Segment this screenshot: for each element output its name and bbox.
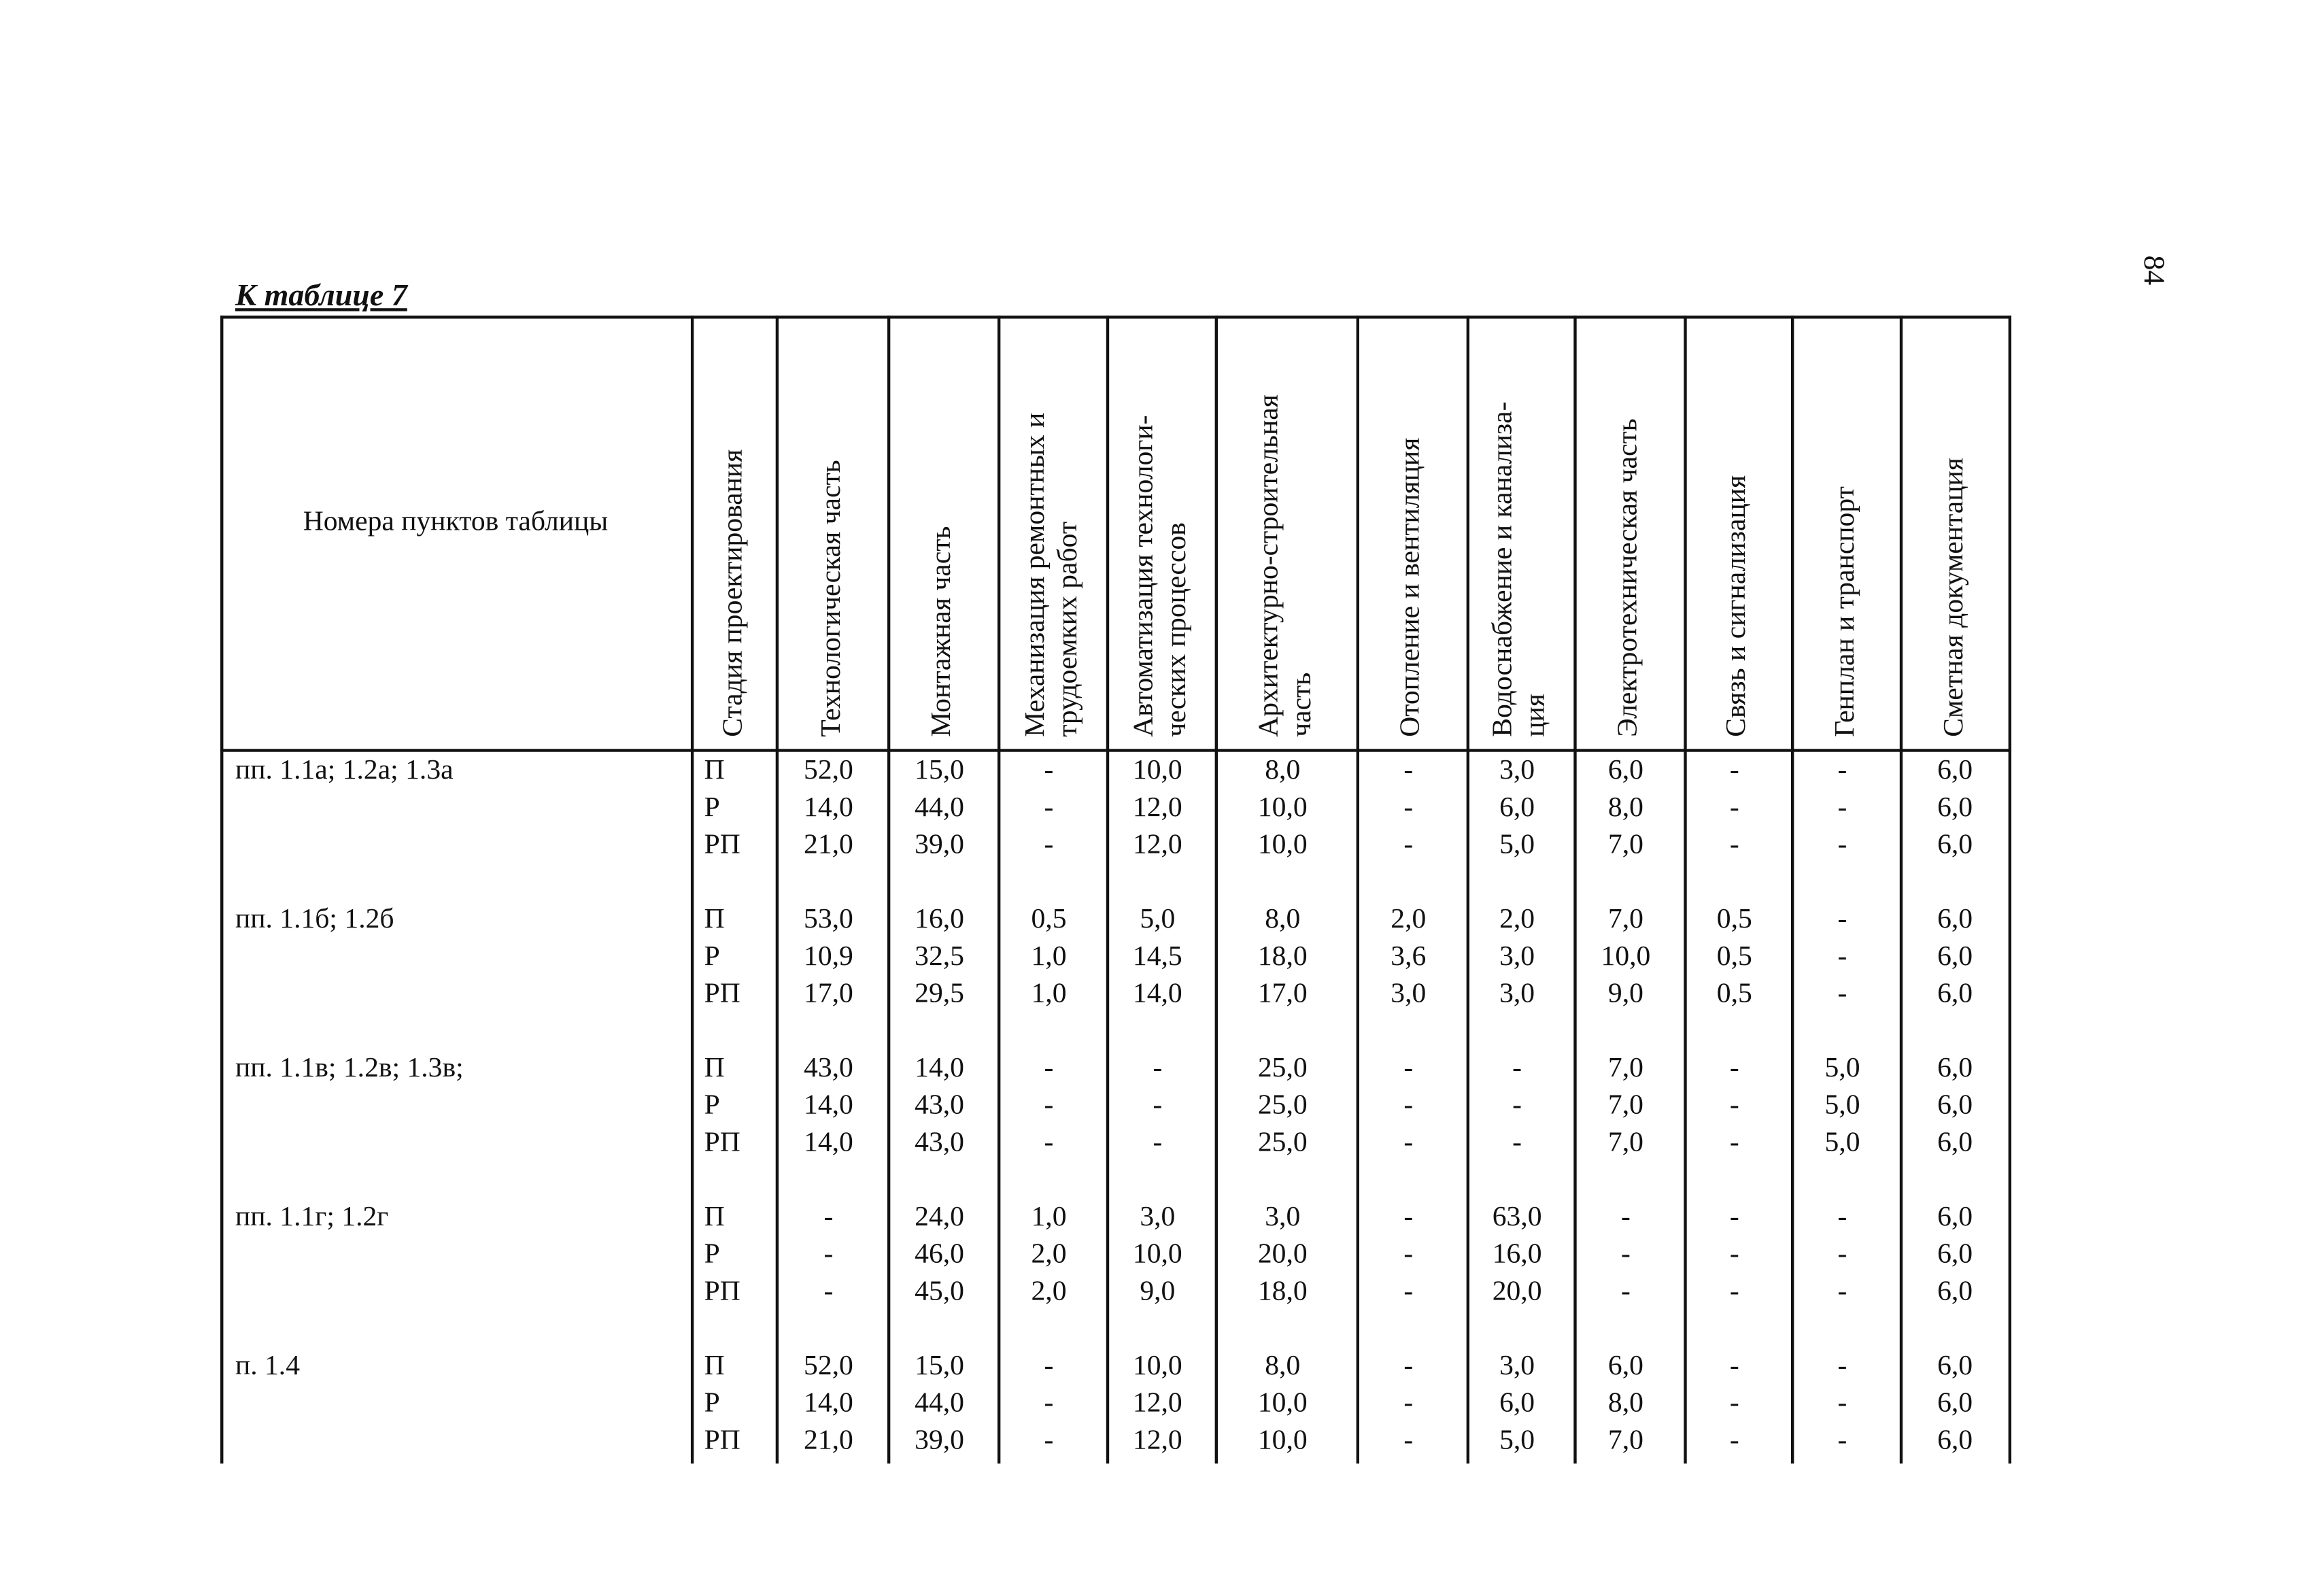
value-cell: - — [1403, 1425, 1414, 1457]
header-label-line: Водоснабжение и канализа- — [1487, 401, 1519, 737]
value-cell: - — [1153, 1052, 1163, 1084]
value-cell: - — [1044, 829, 1054, 861]
stage-cell: РП — [704, 829, 740, 861]
value-cell: - — [1729, 1238, 1739, 1270]
value-cell: 32,5 — [915, 940, 964, 972]
value-cell: - — [1153, 1089, 1163, 1121]
value-cell: - — [1729, 1276, 1739, 1308]
value-cell: 44,0 — [915, 792, 964, 824]
value-cell: - — [1837, 1350, 1847, 1382]
value-cell: 2,0 — [1391, 904, 1427, 936]
value-cell: 10,0 — [1601, 940, 1651, 972]
stage-cell: П — [704, 755, 725, 787]
table-caption: К таблице 7 — [235, 277, 407, 313]
header-cell — [1467, 316, 1574, 749]
value-cell: 15,0 — [915, 755, 964, 787]
stage-cell: Р — [704, 792, 720, 824]
value-cell: 3,0 — [1265, 1201, 1301, 1233]
value-cell: - — [1729, 1350, 1739, 1382]
value-cell: 45,0 — [915, 1276, 964, 1308]
header-cell — [1215, 316, 1357, 749]
header-label-line: Монтажная часть — [925, 526, 957, 737]
value-cell: - — [823, 1276, 834, 1308]
stage-cell: Р — [704, 1238, 720, 1270]
value-cell: 43,0 — [915, 1127, 964, 1159]
value-cell: - — [1512, 1089, 1522, 1121]
value-cell: 5,0 — [1824, 1089, 1860, 1121]
value-cell: - — [1403, 829, 1414, 861]
value-cell: - — [1044, 1089, 1054, 1121]
header-label — [1612, 418, 1645, 736]
stage-cell: Р — [704, 1387, 720, 1419]
value-cell: 7,0 — [1607, 1052, 1643, 1084]
value-cell: - — [1153, 1127, 1163, 1159]
stage-cell: Р — [704, 940, 720, 972]
value-cell: 6,0 — [1607, 1350, 1643, 1382]
value-cell: 6,0 — [1937, 792, 1973, 824]
value-cell: 29,5 — [915, 978, 964, 1010]
value-cell: - — [1837, 1238, 1847, 1270]
value-cell: 0,5 — [1716, 978, 1752, 1010]
value-cell: - — [1837, 829, 1847, 861]
value-cell: 14,0 — [804, 792, 853, 824]
value-cell: 1,0 — [1031, 1201, 1067, 1233]
value-cell: 6,0 — [1937, 755, 1973, 787]
value-cell: 7,0 — [1607, 1089, 1643, 1121]
value-cell: 5,0 — [1499, 829, 1535, 861]
value-cell: 12,0 — [1132, 792, 1182, 824]
value-cell: - — [1044, 792, 1054, 824]
stage-cell: П — [704, 904, 725, 936]
header-cell — [1573, 316, 1684, 749]
header-label — [1721, 475, 1754, 737]
value-cell: - — [1837, 904, 1847, 936]
header-label-line: Отопление и вентиляция — [1395, 437, 1427, 737]
value-cell: 21,0 — [804, 829, 853, 861]
value-cell: 39,0 — [915, 1425, 964, 1457]
value-cell: - — [1403, 1387, 1414, 1419]
value-cell: 20,0 — [1492, 1276, 1542, 1308]
value-cell: 16,0 — [1492, 1238, 1542, 1270]
value-cell: 3,0 — [1391, 978, 1427, 1010]
value-cell: 10,0 — [1257, 792, 1308, 824]
value-cell: - — [1729, 792, 1739, 824]
value-cell: 0,5 — [1031, 904, 1067, 936]
value-cell: 6,0 — [1937, 1238, 1973, 1270]
value-cell: - — [1403, 1052, 1414, 1084]
value-cell: 6,0 — [1937, 1127, 1973, 1159]
value-cell: 8,0 — [1607, 1387, 1643, 1419]
header-label-line: Связь и сигнализация — [1721, 475, 1753, 737]
value-cell: 8,0 — [1265, 904, 1301, 936]
stage-cell: РП — [704, 1425, 740, 1457]
header-label — [1487, 401, 1552, 736]
value-cell: 17,0 — [804, 978, 853, 1010]
value-cell: - — [1837, 940, 1847, 972]
value-cell: 5,0 — [1140, 904, 1176, 936]
value-cell: 63,0 — [1492, 1201, 1542, 1233]
header-cell — [691, 316, 776, 749]
value-cell: 12,0 — [1132, 1387, 1182, 1419]
row-group-label: п. 1.4 — [235, 1350, 301, 1382]
header-label-line: Сметная документация — [1938, 458, 1970, 737]
value-cell: - — [1729, 829, 1739, 861]
value-cell: 6,0 — [1607, 755, 1643, 787]
header-cell — [1106, 316, 1215, 749]
value-cell: 10,0 — [1257, 1425, 1308, 1457]
value-cell: - — [1620, 1201, 1631, 1233]
stage-cell: РП — [704, 1127, 740, 1159]
header-cell — [1900, 316, 2009, 749]
value-cell: 12,0 — [1132, 1425, 1182, 1457]
value-cell: - — [1837, 978, 1847, 1010]
header-label-line: часть — [1286, 672, 1318, 737]
header-label — [1830, 486, 1862, 737]
value-cell: - — [1044, 1052, 1054, 1084]
header-label — [1020, 413, 1085, 737]
value-cell: - — [1837, 1425, 1847, 1457]
row-group-label: пп. 1.1б; 1.2б — [235, 904, 394, 936]
value-cell: 3,0 — [1499, 978, 1535, 1010]
value-cell: 12,0 — [1132, 829, 1182, 861]
stage-cell: П — [704, 1350, 725, 1382]
value-cell: 52,0 — [804, 755, 853, 787]
value-cell: 17,0 — [1257, 978, 1308, 1010]
row-group-label: пп. 1.1в; 1.2в; 1.3в; — [235, 1052, 464, 1084]
value-cell: 6,0 — [1937, 1052, 1973, 1084]
value-cell: 5,0 — [1499, 1425, 1535, 1457]
header-label-line: трудоемких работ — [1052, 521, 1084, 737]
value-cell: 14,0 — [804, 1387, 853, 1419]
value-cell: - — [1403, 1276, 1414, 1308]
header-label-line: Архитектурно-строительная — [1253, 394, 1285, 737]
header-label — [1254, 394, 1319, 737]
value-cell: 43,0 — [915, 1089, 964, 1121]
value-cell: 14,0 — [1132, 978, 1182, 1010]
header-cell — [1791, 316, 1900, 749]
value-cell: - — [1729, 1052, 1739, 1084]
column-rule — [2009, 316, 2011, 1463]
value-cell: - — [1837, 792, 1847, 824]
value-cell: 21,0 — [804, 1425, 853, 1457]
value-cell: - — [1044, 1387, 1054, 1419]
value-cell: 10,0 — [1132, 1350, 1182, 1382]
value-cell: 25,0 — [1257, 1127, 1308, 1159]
value-cell: - — [1512, 1052, 1522, 1084]
value-cell: 14,0 — [804, 1089, 853, 1121]
value-cell: 9,0 — [1607, 978, 1643, 1010]
value-cell: - — [823, 1238, 834, 1270]
header-label-line: Стадия проектирования — [717, 449, 749, 737]
value-cell: 10,0 — [1257, 1387, 1308, 1419]
value-cell: 44,0 — [915, 1387, 964, 1419]
value-cell: 6,0 — [1937, 829, 1973, 861]
header-label-line: Механизация ремонтных и — [1019, 412, 1051, 737]
value-cell: 14,0 — [804, 1127, 853, 1159]
value-cell: 6,0 — [1499, 1387, 1535, 1419]
value-cell: 6,0 — [1937, 1350, 1973, 1382]
value-cell: - — [1403, 1350, 1414, 1382]
value-cell: 20,0 — [1257, 1238, 1308, 1270]
value-cell: - — [1403, 755, 1414, 787]
header-label-line: ческих процессов — [1161, 522, 1193, 737]
value-cell: 6,0 — [1937, 904, 1973, 936]
value-cell: - — [823, 1201, 834, 1233]
header-label-line: Генплан и транспорт — [1829, 486, 1861, 737]
value-cell: 10,0 — [1132, 755, 1182, 787]
value-cell: 1,0 — [1031, 978, 1067, 1010]
value-cell: - — [1044, 1350, 1054, 1382]
header-label-line: Электротехническая часть — [1612, 418, 1644, 737]
value-cell: 1,0 — [1031, 940, 1067, 972]
value-cell: - — [1729, 1201, 1739, 1233]
value-cell: 10,0 — [1257, 829, 1308, 861]
value-cell: - — [1837, 1387, 1847, 1419]
value-cell: 10,9 — [804, 940, 853, 972]
value-cell: 2,0 — [1499, 904, 1535, 936]
header-label-line: ция — [1520, 694, 1552, 737]
header-cell — [776, 316, 887, 749]
header-label — [1129, 415, 1194, 737]
value-cell: - — [1837, 1201, 1847, 1233]
value-cell: - — [1837, 755, 1847, 787]
value-cell: 8,0 — [1265, 1350, 1301, 1382]
row-group-label: пп. 1.1а; 1.2а; 1.3а — [235, 755, 454, 787]
value-cell: 3,6 — [1391, 940, 1427, 972]
value-cell: 43,0 — [804, 1052, 853, 1084]
value-cell: 0,5 — [1716, 904, 1752, 936]
value-cell: 6,0 — [1937, 1276, 1973, 1308]
value-cell: - — [1044, 1425, 1054, 1457]
value-cell: 6,0 — [1937, 1387, 1973, 1419]
value-cell: 7,0 — [1607, 1127, 1643, 1159]
value-cell: 2,0 — [1031, 1276, 1067, 1308]
column-rule — [220, 316, 223, 1463]
value-cell: 3,0 — [1140, 1201, 1176, 1233]
value-cell: 2,0 — [1031, 1238, 1067, 1270]
header-cell — [1357, 316, 1467, 749]
row-group-label: пп. 1.1г; 1.2г — [235, 1201, 389, 1233]
value-cell: - — [1403, 1238, 1414, 1270]
value-cell: - — [1729, 1387, 1739, 1419]
value-cell: 9,0 — [1140, 1276, 1176, 1308]
value-cell: 3,0 — [1499, 940, 1535, 972]
value-cell: 16,0 — [915, 904, 964, 936]
value-cell: - — [1837, 1276, 1847, 1308]
value-cell: 5,0 — [1824, 1052, 1860, 1084]
stage-cell: РП — [704, 1276, 740, 1308]
stage-cell: Р — [704, 1089, 720, 1121]
value-cell: - — [1044, 755, 1054, 787]
value-cell: - — [1729, 1127, 1739, 1159]
value-cell: - — [1403, 1127, 1414, 1159]
value-cell: 39,0 — [915, 829, 964, 861]
header-label — [816, 460, 849, 736]
value-cell: 25,0 — [1257, 1052, 1308, 1084]
value-cell: 6,0 — [1937, 978, 1973, 1010]
value-cell: 0,5 — [1716, 940, 1752, 972]
stage-cell: П — [704, 1052, 725, 1084]
value-cell: 25,0 — [1257, 1089, 1308, 1121]
value-cell: 24,0 — [915, 1201, 964, 1233]
value-cell: - — [1403, 792, 1414, 824]
header-label-line: Технологическая часть — [815, 460, 847, 737]
value-cell: - — [1620, 1276, 1631, 1308]
value-cell: 8,0 — [1265, 755, 1301, 787]
header-cell — [998, 316, 1106, 749]
value-cell: - — [1729, 755, 1739, 787]
value-cell: 52,0 — [804, 1350, 853, 1382]
stage-cell: П — [704, 1201, 725, 1233]
value-cell: 10,0 — [1132, 1238, 1182, 1270]
value-cell: - — [1403, 1201, 1414, 1233]
value-cell: 18,0 — [1257, 940, 1308, 972]
value-cell: - — [1620, 1238, 1631, 1270]
header-cell — [1684, 316, 1791, 749]
value-cell: - — [1044, 1127, 1054, 1159]
value-cell: 7,0 — [1607, 1425, 1643, 1457]
value-cell: 46,0 — [915, 1238, 964, 1270]
value-cell: 3,0 — [1499, 1350, 1535, 1382]
header-label — [926, 526, 959, 737]
value-cell: - — [1403, 1089, 1414, 1121]
value-cell: 18,0 — [1257, 1276, 1308, 1308]
value-cell: 3,0 — [1499, 755, 1535, 787]
header-bottom-border — [220, 749, 2011, 751]
value-cell: 6,0 — [1937, 940, 1973, 972]
value-cell: 5,0 — [1824, 1127, 1860, 1159]
header-cell — [887, 316, 998, 749]
value-cell: 14,0 — [915, 1052, 964, 1084]
value-cell: 6,0 — [1937, 1425, 1973, 1457]
header-row-numbers: Номера пунктов таблицы — [303, 506, 609, 538]
value-cell: - — [1729, 1089, 1739, 1121]
value-cell: 6,0 — [1499, 792, 1535, 824]
value-cell: 6,0 — [1937, 1089, 1973, 1121]
value-cell: 14,5 — [1132, 940, 1182, 972]
value-cell: 15,0 — [915, 1350, 964, 1382]
value-cell: 6,0 — [1937, 1201, 1973, 1233]
value-cell: 8,0 — [1607, 792, 1643, 824]
header-label — [1939, 458, 1971, 737]
value-cell: - — [1512, 1127, 1522, 1159]
header-label — [717, 449, 750, 737]
page-number: 84 — [2137, 255, 2170, 286]
value-cell: 53,0 — [804, 904, 853, 936]
stage-cell: РП — [704, 978, 740, 1010]
value-cell: - — [1729, 1425, 1739, 1457]
value-cell: 7,0 — [1607, 829, 1643, 861]
value-cell: 7,0 — [1607, 904, 1643, 936]
header-label — [1395, 438, 1428, 737]
header-label-line: Автоматизация технологи- — [1128, 415, 1160, 737]
